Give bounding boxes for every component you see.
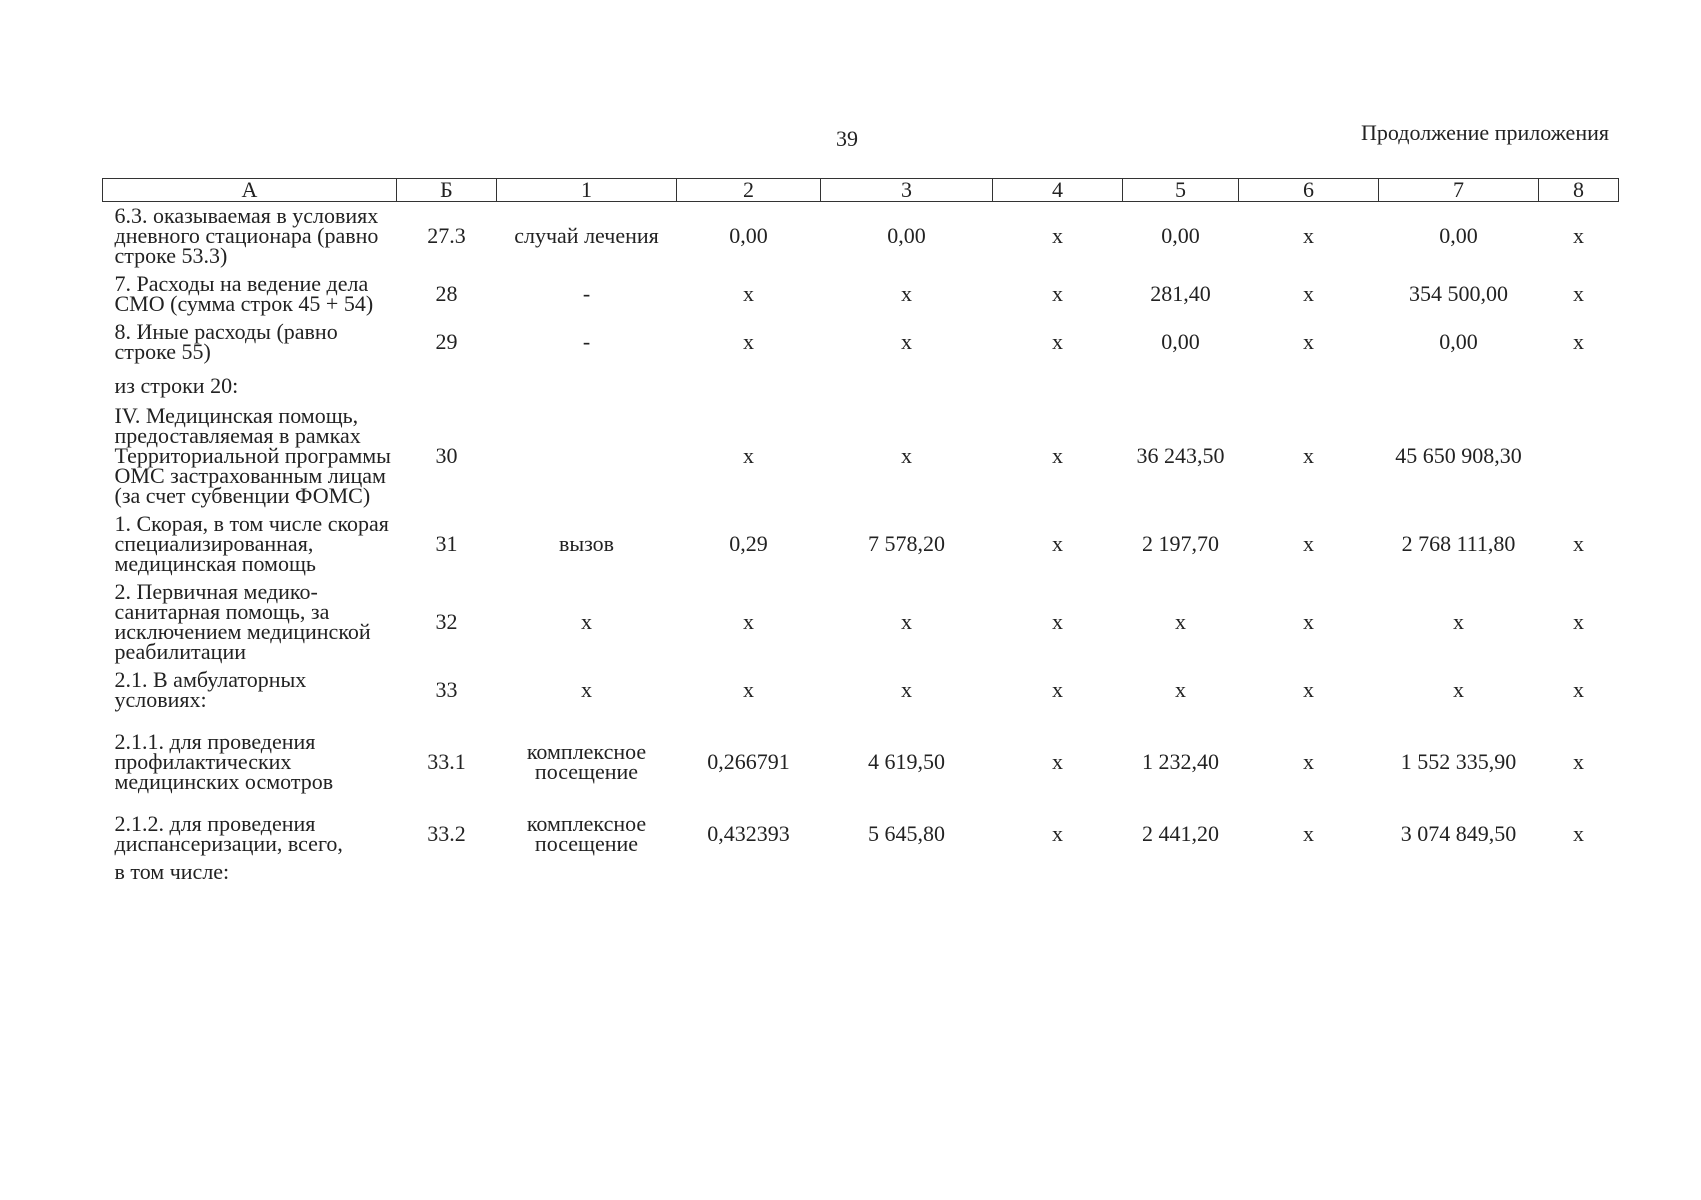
row-label: 2.1.1. для проведения профилактических медицинских осмотров — [114, 729, 334, 794]
data-table — [102, 178, 1619, 886]
cell-col-7: 3 074 849,50 — [1400, 821, 1517, 846]
cell-col-8: x — [1573, 609, 1584, 634]
cell-col-4: x — [1052, 443, 1063, 468]
cell-col-7: 2 768 111,80 — [1401, 531, 1516, 556]
cell-col-7: 354 500,00 — [1409, 281, 1508, 306]
header-cell-3: 3 — [821, 179, 993, 202]
row-code: 32 — [435, 609, 458, 634]
header-cell-1: 1 — [497, 179, 677, 202]
cell-col-5: x — [1175, 677, 1186, 702]
row-code: 27.3 — [427, 223, 466, 248]
cell-col-6: x — [1303, 677, 1314, 702]
page-number: 39 — [836, 126, 858, 151]
cell-col-3: x — [901, 329, 912, 354]
header-cell-7: 7 — [1379, 179, 1539, 202]
cell-col-6: x — [1303, 329, 1314, 354]
cell-col-5: 1 232,40 — [1142, 749, 1219, 774]
cell-col-5: 0,00 — [1161, 223, 1200, 248]
row-code — [397, 858, 497, 886]
cell-col-4: x — [1052, 749, 1063, 774]
row-code — [397, 366, 497, 402]
cell-col-1: - — [582, 281, 591, 306]
table-row — [103, 402, 1619, 510]
cell-col-2 — [677, 858, 821, 886]
table-body — [103, 202, 1619, 887]
cell-col-8: x — [1573, 677, 1584, 702]
cell-col-8: x — [1573, 223, 1584, 248]
row-code: 33.1 — [427, 749, 466, 774]
cell-col-7: x — [1453, 677, 1464, 702]
cell-col-1 — [497, 402, 677, 510]
cell-col-8: x — [1573, 531, 1584, 556]
cell-col-2: 0,432393 — [707, 821, 790, 846]
cell-col-7 — [1379, 858, 1539, 886]
cell-col-8: x — [1573, 281, 1584, 306]
cell-col-6 — [1239, 366, 1379, 402]
cell-col-6: x — [1303, 281, 1314, 306]
cell-col-3: 5 645,80 — [868, 821, 945, 846]
cell-col-7: x — [1453, 609, 1464, 634]
row-code: 33.2 — [427, 821, 466, 846]
row-label: 1. Скорая, в том числе скорая специализированная, медицинская помощь — [114, 511, 389, 576]
cell-col-6: x — [1303, 749, 1314, 774]
cell-col-1: вызов — [558, 531, 615, 556]
cell-col-7: 1 552 335,90 — [1400, 749, 1517, 774]
cell-col-1 — [497, 858, 677, 886]
cell-col-4: x — [1052, 281, 1063, 306]
table-row — [103, 318, 1619, 366]
cell-col-4: x — [1052, 609, 1063, 634]
table-row — [103, 366, 1619, 402]
cell-col-6: x — [1303, 223, 1314, 248]
table-row — [103, 578, 1619, 666]
cell-col-1: - — [582, 329, 591, 354]
cell-col-5: 2 441,20 — [1142, 821, 1219, 846]
cell-col-4: x — [1052, 531, 1063, 556]
row-label: 2.1.2. для проведения диспансеризации, всего, — [114, 811, 343, 856]
cell-col-2: 0,29 — [729, 531, 768, 556]
row-label: из строки 20: — [114, 373, 239, 398]
data-table-container — [102, 178, 1618, 886]
cell-col-4 — [993, 858, 1123, 886]
cell-col-3: x — [901, 609, 912, 634]
cell-col-2: x — [743, 281, 754, 306]
cell-col-3 — [821, 858, 993, 886]
table-row — [103, 270, 1619, 318]
table-row — [103, 714, 1619, 796]
cell-col-6: x — [1303, 443, 1314, 468]
table-row — [103, 510, 1619, 578]
header-cell-b: Б — [397, 179, 497, 202]
cell-col-5 — [1123, 366, 1239, 402]
cell-col-2: x — [743, 329, 754, 354]
cell-col-5: 2 197,70 — [1142, 531, 1219, 556]
cell-col-6 — [1239, 858, 1379, 886]
cell-col-3: 0,00 — [887, 223, 926, 248]
row-label: 6.3. оказываемая в условиях дневного стационара (равно строке 53.3) — [114, 203, 379, 268]
header-row — [103, 179, 1619, 202]
cell-col-3: 4 619,50 — [868, 749, 945, 774]
table-row — [103, 796, 1619, 858]
cell-col-2: 0,266791 — [707, 749, 790, 774]
header-cell-6: 6 — [1239, 179, 1379, 202]
header-cell-8: 8 — [1539, 179, 1619, 202]
cell-col-5: 36 243,50 — [1136, 443, 1225, 468]
cell-col-4: x — [1052, 821, 1063, 846]
cell-col-6: x — [1303, 609, 1314, 634]
row-code: 31 — [435, 531, 458, 556]
header-cell-4: 4 — [993, 179, 1123, 202]
header-cell-2: 2 — [677, 179, 821, 202]
row-label: 8. Иные расходы (равно строке 55) — [114, 319, 338, 364]
cell-col-8 — [1539, 366, 1619, 402]
row-code: 30 — [435, 443, 458, 468]
continuation-caption: Продолжение приложения — [1361, 120, 1609, 145]
cell-col-4: x — [1052, 223, 1063, 248]
cell-col-7: 45 650 908,30 — [1395, 443, 1522, 468]
cell-col-4: x — [1052, 677, 1063, 702]
table-row — [103, 858, 1619, 886]
cell-col-1: случай лечения — [514, 223, 659, 248]
table-row — [103, 202, 1619, 271]
cell-col-2: 0,00 — [729, 223, 768, 248]
row-label: IV. Медицинская помощь, предоставляемая в рамках Территориальной программы ОМС застрахованным лицам (за счет субвенции ФОМС) — [114, 403, 391, 508]
cell-col-2 — [677, 366, 821, 402]
cell-col-6: x — [1303, 531, 1314, 556]
cell-col-3: 7 578,20 — [868, 531, 945, 556]
row-label: 2.1. В амбулаторных условиях: — [114, 667, 307, 712]
cell-col-8: x — [1573, 821, 1584, 846]
cell-col-5: x — [1175, 609, 1186, 634]
cell-col-8 — [1539, 858, 1619, 886]
cell-col-3: x — [901, 443, 912, 468]
cell-col-6: x — [1303, 821, 1314, 846]
cell-col-5: 0,00 — [1161, 329, 1200, 354]
cell-col-5: 281,40 — [1150, 281, 1211, 306]
cell-col-3: x — [901, 281, 912, 306]
cell-col-7 — [1379, 366, 1539, 402]
row-code: 28 — [435, 281, 458, 306]
row-label: 2. Первичная медико-санитарная помощь, за исключением медицинской реабилитации — [114, 579, 371, 664]
table-row — [103, 666, 1619, 714]
row-code: 29 — [435, 329, 458, 354]
cell-col-4 — [993, 366, 1123, 402]
cell-col-1: комплексное посещение — [526, 811, 647, 856]
cell-col-2: x — [743, 677, 754, 702]
cell-col-2: x — [743, 443, 754, 468]
cell-col-8: x — [1573, 749, 1584, 774]
cell-col-1 — [497, 366, 677, 402]
cell-col-5 — [1123, 858, 1239, 886]
cell-col-1: x — [581, 609, 592, 634]
cell-col-1: x — [581, 677, 592, 702]
row-code: 33 — [435, 677, 458, 702]
row-label: в том числе: — [114, 859, 230, 884]
header-cell-5: 5 — [1123, 179, 1239, 202]
cell-col-3: x — [901, 677, 912, 702]
cell-col-2: x — [743, 609, 754, 634]
row-label: 7. Расходы на ведение дела СМО (сумма строк 45 + 54) — [114, 271, 374, 316]
cell-col-7: 0,00 — [1439, 223, 1478, 248]
cell-col-1: комплексное посещение — [526, 739, 647, 784]
table-header — [103, 179, 1619, 202]
cell-col-7: 0,00 — [1439, 329, 1478, 354]
cell-col-4: x — [1052, 329, 1063, 354]
cell-col-8: x — [1573, 329, 1584, 354]
cell-col-8 — [1539, 402, 1619, 510]
cell-col-3 — [821, 366, 993, 402]
header-cell-a: А — [103, 179, 397, 202]
